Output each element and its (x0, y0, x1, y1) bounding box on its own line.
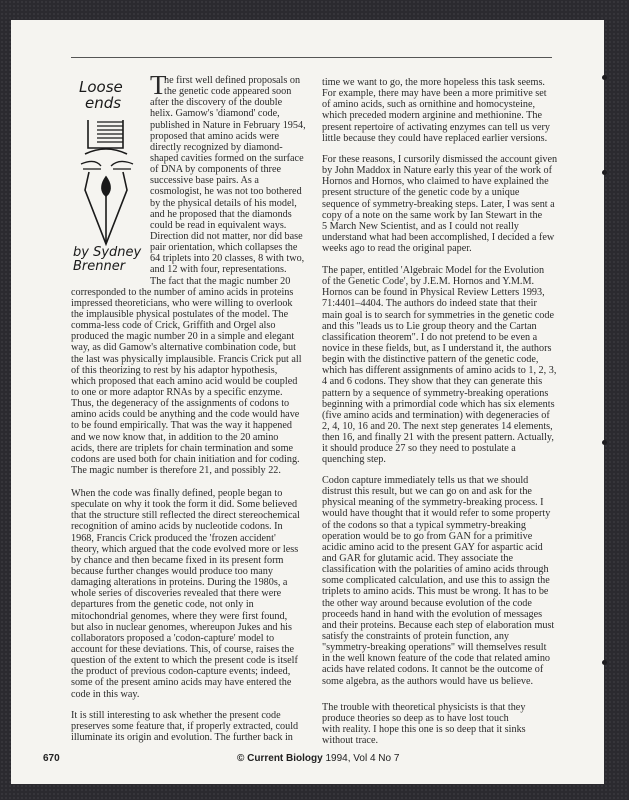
binding-hole (602, 660, 607, 665)
text-line: understand what had been accomplished, I decided a few (322, 231, 555, 243)
text-line: produced the magic number 20 in a simple and elegant (71, 331, 295, 343)
text-line: 64 triplets into 20 classes, 8 with two, (150, 253, 305, 265)
text-line: satisfy the constraints of protein function, any (322, 630, 510, 642)
page-number: 670 (43, 753, 60, 764)
text-line: acids have related codons. It cannot be the outcome of (322, 664, 544, 676)
text-line: successive base pairs. As a (150, 175, 259, 187)
text-line: directly recognized by diamond- (150, 141, 283, 153)
text-line: some complicated calculation, and use this to assign the (322, 575, 550, 587)
text-line: helix. Gamow's 'diamond' code, (150, 108, 280, 120)
text-line: classification theorem". I do not pretend to be even a (322, 331, 538, 343)
text-line: acidic amino acid to the present GAY for aspartic acid (322, 541, 543, 553)
text-line: copy of a note on the same work by Ian Stewart in the (322, 209, 543, 221)
text-line: For example, there may have been a more primitive set (322, 88, 547, 100)
journal-name: © Current Biology (237, 753, 323, 764)
text-line: amino acids could be anything and the code would have (71, 409, 300, 421)
text-line: Thus, the degeneracy of the assignments of codons to (71, 398, 290, 410)
text-line: collaborators proposed a 'codon-capture' model to (71, 632, 275, 644)
text-line: the other way around because evolution of the code (322, 597, 532, 609)
text-line: the genetic code appeared soon (164, 86, 292, 98)
text-line: Direction did not matter, nor did base (150, 230, 303, 242)
text-line: novice in these fields, but, as I understand it, the authors (322, 342, 552, 354)
drop-cap: T (150, 70, 167, 100)
text-line: impressed theoreticians, who were willing to overlook (71, 297, 293, 309)
text-line: pair orientation, which collapses the (150, 242, 298, 254)
text-line: little because they could have replaced earlier versions. (322, 132, 548, 144)
text-line: published in Nature in February 1954, (150, 119, 306, 131)
text-line: (five amino acids and termination) with degeneracies of (322, 409, 550, 421)
text-line: present structure of the genetic code by a unique (322, 187, 520, 199)
text-line: corresponded to the number of amino acids in proteins (71, 286, 294, 298)
text-line: proposed that amino acids were (150, 130, 280, 142)
text-line: which has different assignments of amino acids to 1, 2, 3, (322, 365, 557, 377)
text-line: physical meaning of the symmetry-breaking process. I (322, 497, 544, 509)
text-line: the product of previous codon-capture events; indeed, (71, 666, 291, 678)
text-line: by chance and then became fixed in its present form (71, 554, 284, 566)
text-line: pattern by a sequence of symmetry-breaking operations (322, 387, 549, 399)
text-line: comma-less code of Crick, Griffith and Orgel also (71, 320, 276, 332)
paragraph (322, 154, 557, 254)
text-line: proceeds hand in hand with the evolution of messages (322, 608, 543, 620)
text-line: main goal is to search for symmetries in the genetic code (322, 309, 554, 321)
text-line: operation would be to go from GAN for a primitive (322, 530, 533, 542)
text-line: of the codons so that a typical symmetry-breaking (322, 519, 526, 531)
text-line: classification with the polarities of amino acids through (322, 564, 549, 576)
text-line: of DNA by components of three (150, 164, 281, 176)
text-line: The magic number is therefore 21, and possibly 22. (71, 464, 281, 476)
text-line: but also in nuclear genomes, whereupon Jukes and his (71, 621, 292, 633)
text-line: 71:4401–4404. The authors do indeed state that their (322, 298, 537, 310)
text-line: by the physical details of his model, (150, 197, 297, 209)
text-line: could be read in equivalent ways. (150, 219, 287, 231)
journal-issue: 1994, Vol 4 No 7 (325, 753, 400, 764)
journal-page (11, 20, 604, 784)
text-line: weeks ago to read the original paper. (322, 243, 472, 255)
text-line: 4 and 6 codons. They show that they can generate this (322, 376, 543, 388)
text-line: The fact that the magic number 20 (150, 275, 291, 287)
text-line: Hornos can be found in Physical Review Letters 1993, (322, 287, 545, 299)
text-line: and 12 with four, representations. (150, 264, 287, 276)
text-line: the implausible physical postulates of the model. The (71, 308, 289, 320)
text-line: departures from the genetic code, not only in (71, 599, 254, 611)
binding-hole (602, 75, 607, 80)
text-line: and this "leads us to Lie group theory and the Cartan (322, 320, 537, 332)
text-line: beginning with a primordial code which has six elements (322, 398, 555, 410)
text-line: present repertoire of activating enzymes can tell us very (322, 121, 550, 133)
text-line: that the structure still reflected the direct stereochemical (71, 510, 300, 522)
text-line: The paper, entitled 'Algebraic Model for the Evolution (322, 265, 545, 276)
text-line: Hornos and Hornos, who claimed to have explained the (322, 176, 549, 188)
text-line: and we now know that, in addition to the 20 amino (71, 431, 279, 443)
text-line: begin with the distinctive pattern of the genetic code, (322, 354, 539, 366)
text-line: cosmologist, he was not too bothered (150, 186, 302, 198)
text-line: which preceded modern arginine and methionine. The (322, 110, 542, 122)
text-line: account for these deviations. This, of course, raises the (71, 643, 295, 655)
header-rule (71, 57, 552, 58)
paragraph (71, 70, 306, 476)
text-line: and GAR for glutamic acid. They associate the (322, 552, 514, 564)
text-line: produce theories so deep as to have lost touch (322, 713, 509, 725)
text-line: and he proposed that the diamonds (150, 208, 292, 220)
text-line: shaped cavities formed on the surface (150, 152, 304, 164)
text-line: way, as did Gamow's alternative combination code, but (71, 342, 296, 354)
text-line: illuminate its origin and evolution. The further back in (71, 732, 293, 744)
text-line: theory, which argued that the code evolved more or less (71, 543, 299, 555)
text-line: speculate on why it took the form it did. Some believed (71, 499, 298, 511)
text-line: of the Genetic Code', by J.E.M. Hornos and Y.M.M. (322, 276, 535, 288)
text-line: whole series of discoveries revealed that there were (71, 588, 282, 600)
text-line: to be found empirically. That was the way it happened (71, 420, 292, 432)
text-line: mitochondrial genomes, where they were first found, (71, 610, 288, 622)
text-line: 2, 4, 10, 16 and 20. The next step generates 14 elements, (322, 420, 553, 432)
text-line: by John Maddox in Nature early this year of the work of (322, 165, 553, 177)
text-line: The trouble with theoretical physicists is that they (322, 702, 526, 713)
logo-byline1: by Sydney (73, 245, 142, 260)
text-line: Codon capture immediately tells us that we should (322, 475, 529, 486)
text-line: time we want to go, the more hopeless this task seems. (322, 77, 545, 88)
text-line: after the discovery of the double (150, 97, 283, 109)
text-line: with reality. I hope this one is so deep that it sinks (322, 724, 526, 736)
paragraph (322, 77, 550, 144)
text-line: question of the extent to which the present code is itself (71, 655, 298, 667)
journal-credit (237, 753, 399, 764)
text-line: codons are used both for chain initiation and for coding. (71, 453, 300, 465)
text-line: some of the present amino acids may have entered the (71, 677, 292, 689)
text-line: quenching step. (322, 454, 386, 466)
text-line: sequence of symmetry-breaking steps. Later, I was sent a (322, 198, 555, 210)
text-line: damaging alterations in proteins. During the 1980s, a (71, 577, 288, 589)
paragraph (71, 710, 298, 743)
text-line: which proposed that each amino acid would be coupled (71, 375, 298, 387)
text-line: triplets to amino acids. This must be wrong. It has to be (322, 586, 549, 598)
paragraph (71, 488, 300, 700)
text-line: in the well known feature of the code that related amino (322, 653, 551, 665)
text-line: preserves some feature that, if properly extracted, could (71, 721, 299, 733)
logo-title-line2: ends (85, 94, 122, 112)
text-line: the last was physically implausible. Francis Crick put all (71, 353, 302, 365)
text-line: code in this way. (71, 688, 140, 700)
text-line: 1968, Francis Crick produced the 'frozen accident' (71, 532, 276, 544)
paragraph (322, 265, 556, 466)
text-line: to one or more adaptor RNAs by a specific enzyme. (71, 386, 283, 398)
paragraph (322, 702, 526, 747)
text-line: some algebra, as the authors would have us believe. (322, 675, 534, 687)
text-line: It is still interesting to ask whether the present code (71, 710, 281, 721)
binding-hole (602, 440, 607, 445)
text-line: would have thought that it would refer to some property (322, 508, 551, 520)
text-line: of this theorizing to rest by his adaptor hypothesis, (71, 364, 278, 376)
text-line: recognition of amino acids by nucleotide codons. In (71, 521, 283, 533)
text-line: it should produce 27 so they need to postulate a (322, 443, 516, 455)
binding-hole (602, 170, 607, 175)
text-line: then 16, and finally 21 with the present pattern. Actually, (322, 432, 554, 444)
paragraph (322, 475, 554, 687)
text-line: When the code was finally defined, people began to (71, 488, 283, 499)
text-line: without trace. (322, 735, 379, 747)
text-line: 5 March New Scientist, and as I could not really (322, 220, 519, 232)
text-line: For these reasons, I cursorily dismissed the account given (322, 154, 558, 165)
logo-byline2: Brenner (73, 259, 126, 272)
text-line: he first well defined proposals on (164, 75, 301, 86)
logo-title-line1: Loose (79, 78, 123, 96)
text-line: "symmetry-breaking operations" will themselves result (322, 642, 547, 654)
text-line: because further changes would produce too many (71, 565, 273, 577)
text-line: distrust this result, but we can go on and ask for the (322, 486, 532, 498)
text-line: acids, there are triplets for chain termination and some (71, 442, 294, 454)
text-line: of amino acids, such as ornithine and homocysteine, (322, 99, 536, 111)
text-line: and their proteins. Because each step of elaboration must (322, 619, 555, 631)
